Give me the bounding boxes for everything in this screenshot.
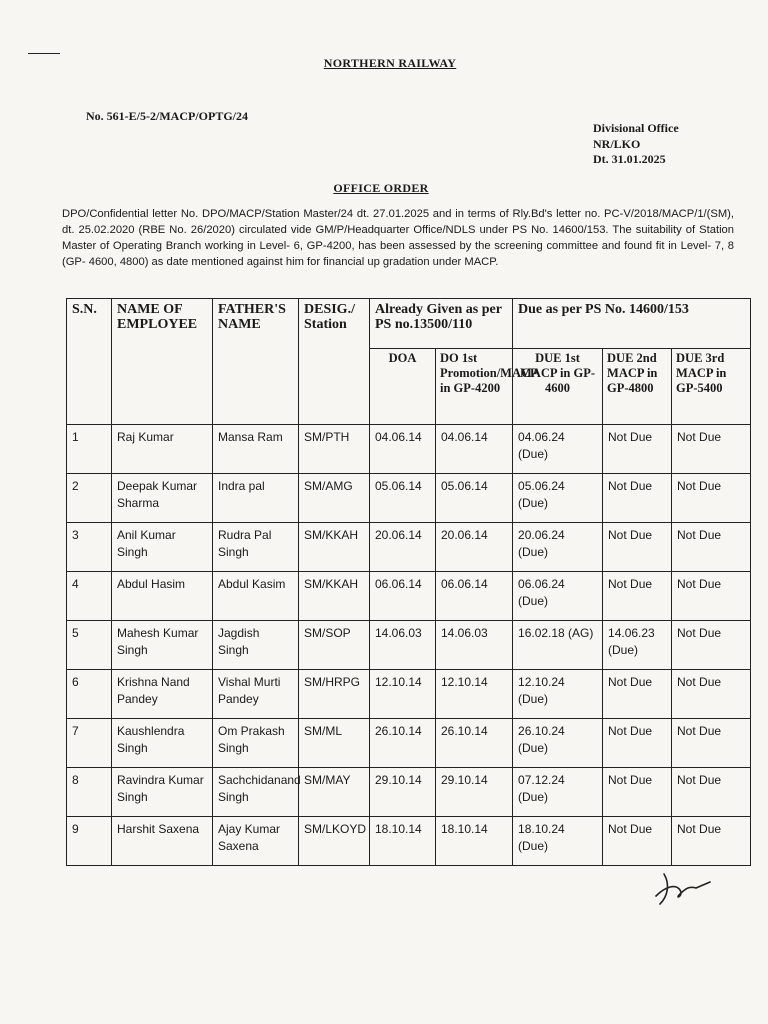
cell-due-second-macp: Not Due (603, 817, 672, 866)
cell-due-second-macp: Not Due (603, 719, 672, 768)
cell-employee-name: Raj Kumar (112, 425, 213, 474)
office-line-location: NR/LKO (593, 136, 641, 151)
cell-due-second-macp: Not Due (603, 768, 672, 817)
table-row (67, 670, 751, 719)
cell-designation: SM/PTH (299, 425, 370, 474)
cell-due-second-macp: Not Due (603, 572, 672, 621)
cell-designation: SM/LKOYD (299, 817, 370, 866)
header-designation: DESIG./ Station (299, 299, 370, 425)
header-sn: S.N. (67, 299, 112, 425)
cell-sn: 4 (67, 572, 112, 621)
macp-employee-table (66, 298, 751, 866)
cell-employee-name: Deepak Kumar Sharma (112, 474, 213, 523)
header-due-first-macp: DUE 1st MACP in GP-4600 (513, 349, 603, 425)
cell-designation: SM/KKAH (299, 523, 370, 572)
table-row (67, 817, 751, 866)
cell-due-second-macp: Not Due (603, 670, 672, 719)
header-due-third-macp: DUE 3rd MACP in GP-5400 (672, 349, 751, 425)
cell-designation: SM/KKAH (299, 572, 370, 621)
cell-due-first-macp: 16.02.18 (AG) (513, 621, 603, 670)
cell-employee-name: Anil Kumar Singh (112, 523, 213, 572)
cell-due-third-macp: Not Due (672, 817, 751, 866)
cell-due-second-macp: Not Due (603, 474, 672, 523)
cell-father-name: Abdul Kasim (213, 572, 299, 621)
header-do-first-promotion: DO 1st Promotion/MACP in GP-4200 (436, 349, 513, 425)
cell-do-first-promotion: 26.10.14 (436, 719, 513, 768)
cell-father-name: Ajay Kumar Saxena (213, 817, 299, 866)
cell-designation: SM/ML (299, 719, 370, 768)
cell-do-first-promotion: 20.06.14 (436, 523, 513, 572)
cell-father-name: Rudra Pal Singh (213, 523, 299, 572)
header-doa: DOA (370, 349, 436, 425)
cell-due-first-macp: 20.06.24 (Due) (513, 523, 603, 572)
cell-doa: 29.10.14 (370, 768, 436, 817)
cell-doa: 14.06.03 (370, 621, 436, 670)
cell-do-first-promotion: 18.10.14 (436, 817, 513, 866)
cell-sn: 2 (67, 474, 112, 523)
cell-designation: SM/HRPG (299, 670, 370, 719)
cell-doa: 05.06.14 (370, 474, 436, 523)
cell-employee-name: Krishna Nand Pandey (112, 670, 213, 719)
cell-due-third-macp: Not Due (672, 425, 751, 474)
cell-sn: 6 (67, 670, 112, 719)
header-father-name: FATHER'S NAME (213, 299, 299, 425)
header-already-given: Already Given as per PS no.13500/110 (370, 299, 513, 349)
cell-doa: 18.10.14 (370, 817, 436, 866)
header-due-as-per: Due as per PS No. 14600/153 (513, 299, 751, 349)
table-row (67, 523, 751, 572)
cell-due-third-macp: Not Due (672, 572, 751, 621)
cell-due-second-macp: Not Due (603, 523, 672, 572)
cell-do-first-promotion: 04.06.14 (436, 425, 513, 474)
cell-due-first-macp: 07.12.24 (Due) (513, 768, 603, 817)
cell-employee-name: Harshit Saxena (112, 817, 213, 866)
cell-sn: 1 (67, 425, 112, 474)
cell-due-first-macp: 05.06.24 (Due) (513, 474, 603, 523)
organization-heading: NORTHERN RAILWAY (323, 56, 457, 70)
cell-due-first-macp: 18.10.24 (Due) (513, 817, 603, 866)
table-row (67, 621, 751, 670)
cell-father-name: Om Prakash Singh (213, 719, 299, 768)
cell-sn: 3 (67, 523, 112, 572)
cell-due-first-macp: 26.10.24 (Due) (513, 719, 603, 768)
cell-due-first-macp: 12.10.24 (Due) (513, 670, 603, 719)
table-row (67, 768, 751, 817)
cell-father-name: Mansa Ram (213, 425, 299, 474)
cell-sn: 9 (67, 817, 112, 866)
table-row (67, 425, 751, 474)
cell-do-first-promotion: 06.06.14 (436, 572, 513, 621)
office-block (593, 121, 679, 168)
office-line-division: Divisional Office (593, 121, 679, 135)
cell-due-first-macp: 06.06.24 (Due) (513, 572, 603, 621)
margin-dash-mark (28, 53, 60, 54)
cell-do-first-promotion: 05.06.14 (436, 474, 513, 523)
cell-designation: SM/MAY (299, 768, 370, 817)
table-row (67, 719, 751, 768)
table-row (67, 474, 751, 523)
cell-employee-name: Abdul Hasim (112, 572, 213, 621)
cell-due-third-macp: Not Due (672, 670, 751, 719)
cell-doa: 12.10.14 (370, 670, 436, 719)
cell-father-name: Sachchidanand Singh (213, 768, 299, 817)
cell-father-name: Indra pal (213, 474, 299, 523)
header-employee-name: NAME OF EMPLOYEE (112, 299, 213, 425)
cell-do-first-promotion: 12.10.14 (436, 670, 513, 719)
table-row (67, 572, 751, 621)
cell-sn: 8 (67, 768, 112, 817)
cell-due-second-macp: Not Due (603, 425, 672, 474)
reference-number: No. 561-E/5-2/MACP/OPTG/24 (86, 109, 248, 123)
cell-doa: 26.10.14 (370, 719, 436, 768)
cell-employee-name: Mahesh Kumar Singh (112, 621, 213, 670)
cell-doa: 06.06.14 (370, 572, 436, 621)
cell-father-name: Vishal Murti Pandey (213, 670, 299, 719)
order-title: OFFICE ORDER (333, 181, 429, 195)
cell-due-third-macp: Not Due (672, 719, 751, 768)
cell-sn: 7 (67, 719, 112, 768)
cell-doa: 20.06.14 (370, 523, 436, 572)
cell-sn: 5 (67, 621, 112, 670)
cell-doa: 04.06.14 (370, 425, 436, 474)
signature-mark (650, 866, 720, 916)
cell-father-name: Jagdish Singh (213, 621, 299, 670)
cell-due-third-macp: Not Due (672, 523, 751, 572)
cell-due-third-macp: Not Due (672, 768, 751, 817)
cell-due-first-macp: 04.06.24 (Due) (513, 425, 603, 474)
cell-designation: SM/AMG (299, 474, 370, 523)
office-line-date: Dt. 31.01.2025 (593, 152, 666, 166)
order-body-paragraph: DPO/Confidential letter No. DPO/MACP/Station Master/24 dt. 27.01.2025 and in terms of Rly.Bd's letter no. PC-V/2018/MACP/1/(SM), dt. 25.02.2020 (RBE No. 26/2020) circulated vide GM/P/Headquarter Office/NDLS under PS No. 14600/153. The suitability of Station Master of Operating Branch working in Level- 6, GP-4200, has been assessed by the screening committee and found fit in Level- 7, 8 (GP- 4600, 4800) as date mentioned against him for financial up gradation under MACP. (62, 208, 734, 268)
cell-do-first-promotion: 14.06.03 (436, 621, 513, 670)
cell-employee-name: Ravindra Kumar Singh (112, 768, 213, 817)
cell-do-first-promotion: 29.10.14 (436, 768, 513, 817)
cell-employee-name: Kaushlendra Singh (112, 719, 213, 768)
cell-due-second-macp: 14.06.23 (Due) (603, 621, 672, 670)
header-due-second-macp: DUE 2nd MACP in GP-4800 (603, 349, 672, 425)
cell-due-third-macp: Not Due (672, 621, 751, 670)
cell-designation: SM/SOP (299, 621, 370, 670)
cell-due-third-macp: Not Due (672, 474, 751, 523)
